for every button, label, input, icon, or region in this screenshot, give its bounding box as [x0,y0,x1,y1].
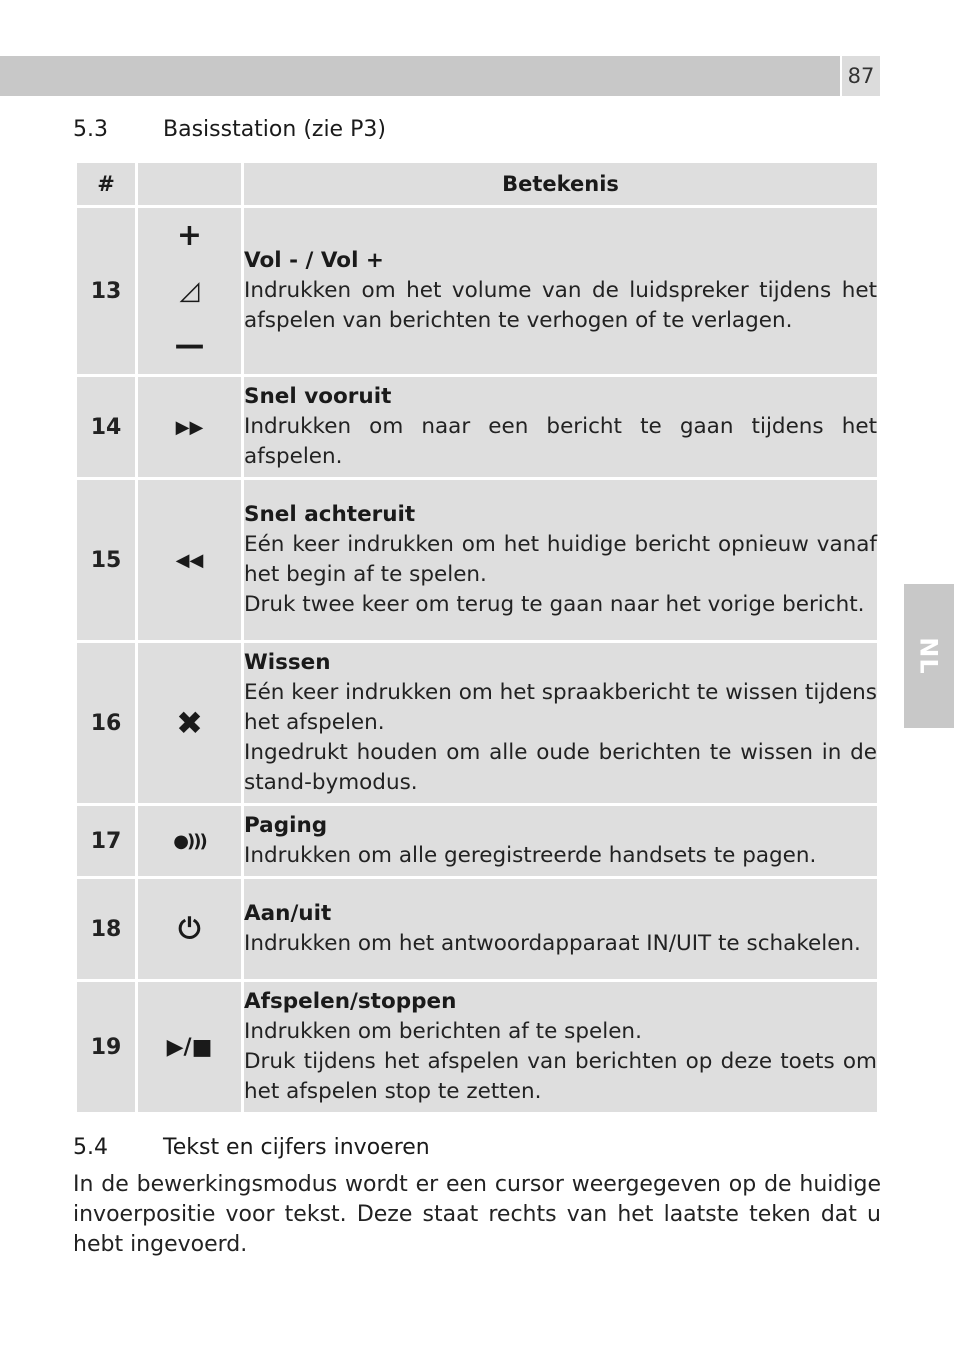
row-title: Afspelen/stoppen [244,989,457,1014]
header-meaning: Betekenis [244,163,877,205]
row-title: Snel vooruit [244,384,392,409]
paging-icon: ●))) [138,806,241,876]
section-body: In de bewerkingsmodus wordt er een cursor weergegeven op de huidige invoerpositie voor tekst. Deze staat rechts van het laatste teken dat u hebt ingevoerd. [73,1172,881,1257]
row-title: Wissen [244,650,331,675]
row-text: Indrukken om berichten af te spelen. [244,1019,642,1044]
row-number: 15 [77,480,135,640]
section-title: Basisstation (zie P3) [163,117,386,142]
section-number: 5.4 [73,1135,108,1160]
section-number: 5.3 [73,117,108,142]
table-row [77,643,877,803]
row-text: Eén keer indrukken om het huidige bericht opnieuw vanaf het begin af te spelen. [244,532,877,587]
rewind-icon: ◀◀ [138,480,241,640]
row-title: Aan/uit [244,901,332,926]
row-text: Druk twee keer om terug te gaan naar het vorige bericht. [244,592,865,617]
row-text: Indrukken om alle geregistreerde handsets te pagen. [244,843,817,868]
section-heading-5-4 [73,1135,430,1160]
delete-x-icon: ✖ [138,643,241,803]
page-number: 87 [842,56,880,96]
plus-icon: + [176,218,203,253]
header-bar [0,56,840,96]
table-row [77,982,877,1112]
key-table [74,160,880,1115]
row-number: 14 [77,377,135,477]
table-header-row [77,163,877,205]
row-text: Druk tijdens het afspelen van berichten op deze toets om het afspelen stop te zetten. [244,1049,877,1104]
minus-icon: — [174,328,205,363]
row-text: Eén keer indrukken om het spraakbericht te wissen tijdens het afspelen. [244,680,877,735]
table-row [77,480,877,640]
row-title: Paging [244,813,328,838]
row-text: Indrukken om naar een bericht te gaan tijdens het afspelen. [244,414,877,469]
table-row [77,208,877,374]
play-stop-icon: ▶/■ [138,982,241,1112]
row-number: 18 [77,879,135,979]
fast-forward-icon: ▶▶ [138,377,241,477]
volume-ramp-icon: ◿ [179,276,200,306]
row-text: Indrukken om het volume van de luidspreker tijdens het afspelen van berichten te verhogen of te verlagen. [244,278,877,333]
section-heading-5-3 [73,117,386,142]
language-tab-label: NL [914,637,943,675]
row-number: 17 [77,806,135,876]
row-number: 16 [77,643,135,803]
power-icon: ⏻ [138,879,241,979]
table-row [77,806,877,876]
row-text: Indrukken om het antwoordapparaat IN/UIT te schakelen. [244,931,861,956]
header-icon [138,163,241,205]
table-row [77,377,877,477]
table-row [77,879,877,979]
row-text: Ingedrukt houden om alle oude berichten te wissen in de stand-bymodus. [244,740,877,795]
row-number: 19 [77,982,135,1112]
section-title: Tekst en cijfers invoeren [163,1135,430,1160]
row-title: Vol - / Vol + [244,248,384,273]
row-number: 13 [77,208,135,374]
row-title: Snel achteruit [244,502,416,527]
language-tab [904,584,954,728]
header-num: # [77,163,135,205]
